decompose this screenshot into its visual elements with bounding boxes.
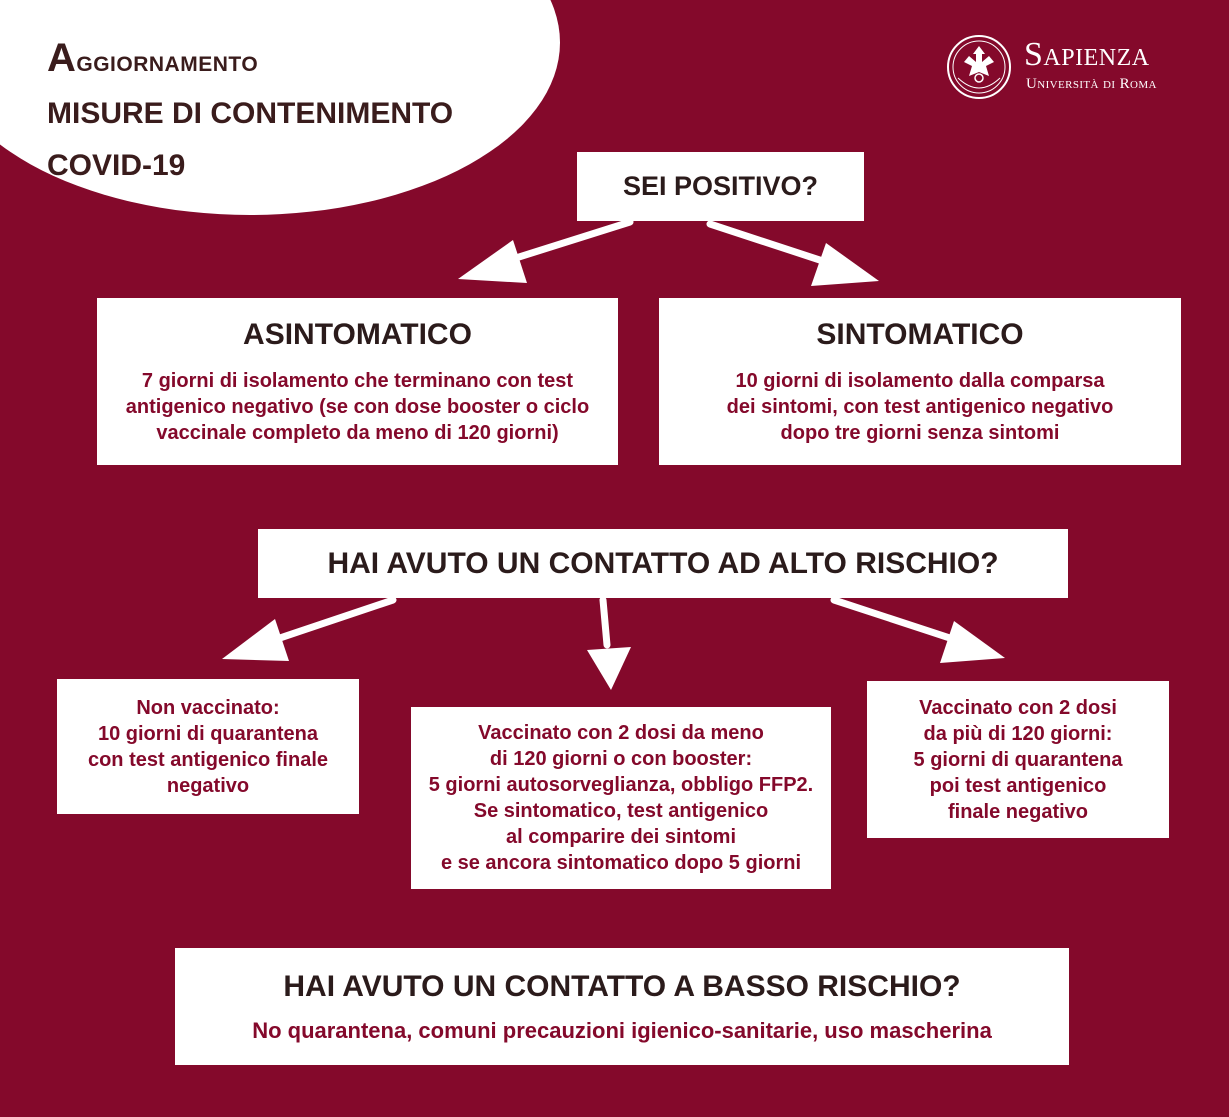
card-sintomatico [659, 298, 1181, 465]
card-low-risk-text: No quarantena, comuni precauzioni igienico-sanitarie, uso mascherina [252, 1017, 992, 1043]
card-vaccinato-recente-line: di 120 giorni o con booster: [489, 748, 753, 770]
card-low-risk [175, 948, 1069, 1065]
card-vaccinato-oltre-line: Vaccinato con 2 dosi [919, 696, 1117, 719]
card-vaccinato-recente-line: Se sintomatico, test antigenico [473, 800, 769, 822]
card-asintomatico [97, 298, 618, 465]
arrow-to-non-vaccinato-head [222, 619, 289, 661]
arrow-to-vaccinato-recente [603, 600, 607, 645]
card-asintomatico-title: ASINTOMATICO [243, 317, 472, 351]
card-vaccinato-recente [411, 707, 831, 889]
question-low-risk: HAI AVUTO UN CONTATTO A BASSO RISCHIO? [283, 969, 961, 1003]
card-non-vaccinato-line: con test antigenico finale [87, 748, 329, 771]
card-vaccinato-recente-line: 5 giorni autosorveglianza, obbligo FFP2. [428, 774, 814, 796]
card-vaccinato-oltre-line: da più di 120 giorni: [923, 722, 1113, 745]
question-positive: SEI POSITIVO? [577, 152, 864, 221]
card-vaccinato-recente-line: al comparire dei sintomi [505, 826, 737, 848]
arrow-to-non-vaccinato [265, 600, 393, 643]
card-vaccinato-recente-line: Vaccinato con 2 dosi da meno [478, 722, 764, 744]
card-asintomatico-line: vaccinale completo da meno di 120 giorni) [156, 421, 559, 444]
arrow-to-vaccinato-oltre [834, 600, 962, 642]
card-asintomatico-line: antigenico negativo (se con dose booster o ciclo [125, 395, 590, 418]
card-sintomatico-line: dei sintomi, con test antigenico negativo [726, 395, 1114, 418]
card-non-vaccinato-line: 10 giorni di quarantena [97, 722, 319, 745]
title-line-1-rest: ggiornamento [76, 45, 259, 78]
arrow-to-asintomatico [500, 222, 630, 263]
card-non-vaccinato-line: negativo [166, 774, 250, 797]
card-non-vaccinato [57, 679, 359, 814]
arrow-to-sintomatico-head [811, 243, 879, 286]
card-vaccinato-oltre-line: 5 giorni di quarantena [913, 748, 1123, 771]
arrow-to-asintomatico-head [458, 240, 527, 283]
logo-subtitle: Università di Roma [1026, 76, 1157, 92]
title-line-2: MISURE DI CONTENIMENTO [47, 97, 454, 130]
question-high-risk: HAI AVUTO UN CONTATTO AD ALTO RISCHIO? [258, 529, 1068, 598]
arrow-to-sintomatico [710, 224, 835, 265]
card-sintomatico-title: SINTOMATICO [816, 317, 1024, 351]
card-asintomatico-line: 7 giorni di isolamento che terminano con test [141, 369, 574, 392]
arrow-to-vaccinato-recente-head [587, 647, 631, 690]
card-vaccinato-recente-line: e se ancora sintomatico dopo 5 giorni [440, 852, 802, 874]
title-line-1: Aggiornamento [47, 36, 259, 80]
card-vaccinato-oltre-line: finale negativo [947, 800, 1089, 823]
title-line-3: COVID-19 [47, 149, 186, 182]
card-vaccinato-oltre-line: poi test antigenico [929, 774, 1107, 797]
card-vaccinato-oltre [867, 681, 1169, 838]
card-non-vaccinato-line: Non vaccinato: [136, 696, 280, 719]
card-sintomatico-line: dopo tre giorni senza sintomi [780, 421, 1060, 444]
card-sintomatico-line: 10 giorni di isolamento dalla comparsa [735, 369, 1105, 392]
arrow-to-vaccinato-oltre-head [940, 621, 1005, 663]
logo-wordmark: Sapienza [1024, 36, 1150, 73]
